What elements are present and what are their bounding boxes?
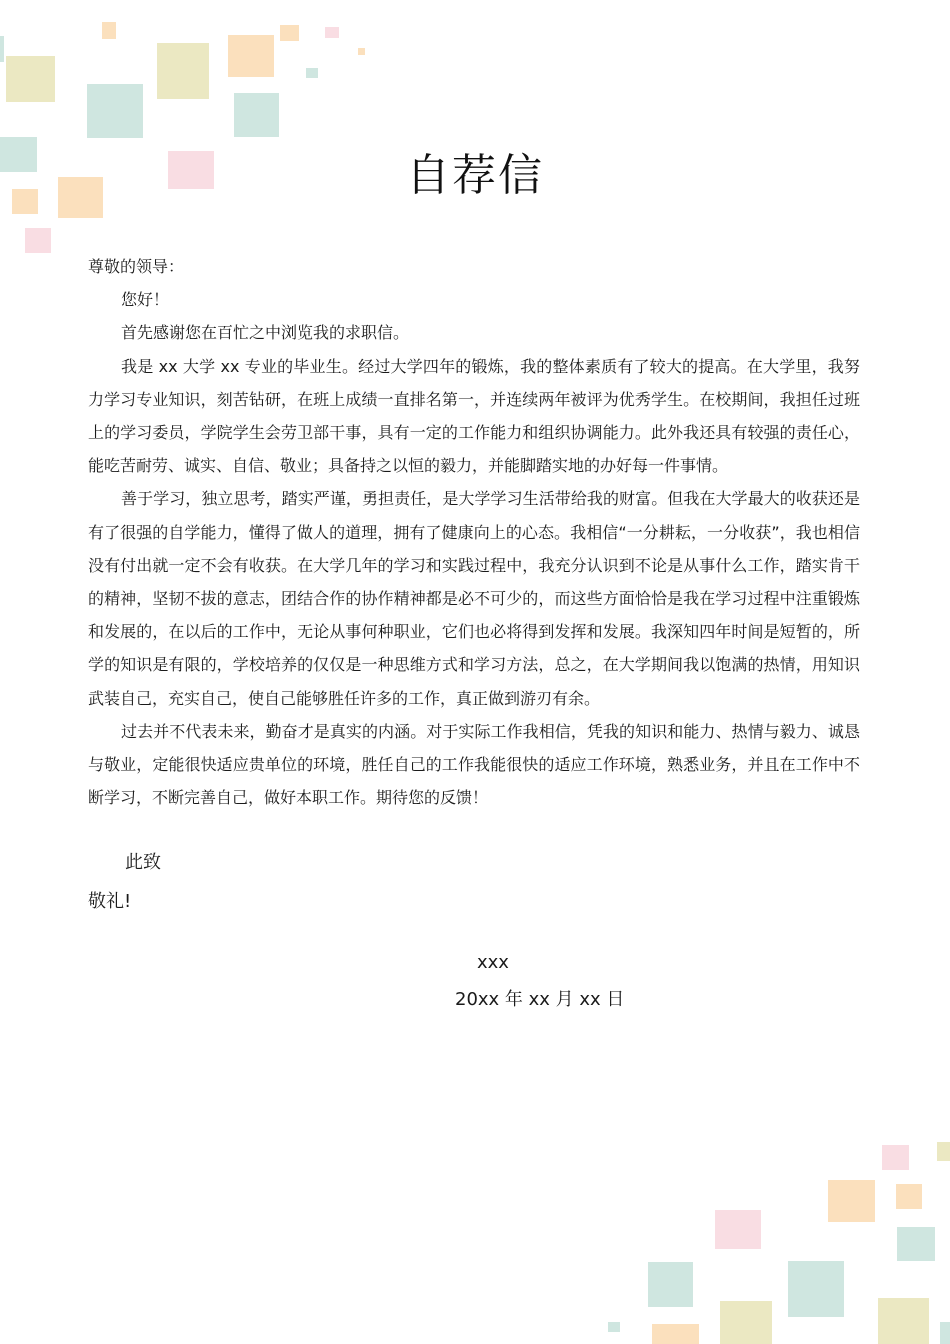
decor-square xyxy=(102,22,116,39)
decor-square xyxy=(608,1322,620,1332)
decor-square xyxy=(715,1210,761,1249)
decor-square xyxy=(940,1322,950,1344)
decor-square xyxy=(878,1298,929,1344)
decor-square xyxy=(882,1145,909,1170)
closing-line-2: 敬礼! xyxy=(88,891,132,912)
signature-date: 20xx 年 xx 月 xx 日 xyxy=(455,989,625,1010)
decor-square xyxy=(0,36,4,62)
decor-square xyxy=(228,35,274,77)
decor-square xyxy=(234,93,279,137)
decor-square xyxy=(358,48,365,55)
decor-square xyxy=(937,1142,950,1161)
decor-square xyxy=(325,27,339,38)
decor-square xyxy=(6,56,55,102)
closing-line-1: 此致 xyxy=(125,852,161,873)
paragraph: 首先感谢您在百忙之中浏览我的求职信。 xyxy=(121,323,410,343)
decor-square xyxy=(828,1180,875,1222)
decor-square xyxy=(720,1301,772,1344)
decor-square xyxy=(25,228,51,253)
paragraph: 过去并不代表未来，勤奋才是真实的内涵。对于实际工作我相信，凭我的知识和能力、热情与毅力、诚恳与敬业，定能很快适应贵单位的环境，胜任自己的工作我能很快的适应工作环境，熟悉业务，并且在工作中不断学习，不断完善自己，做好本职工作。期待您的反馈！ xyxy=(88,721,860,808)
paragraph: 我是 xx 大学 xx 专业的毕业生。经过大学四年的锻炼，我的整体素质有了较大的提高。在大学里，我努力学习专业知识，刻苦钻研，在班上成绩一直排名第一，并连续两年被评为优秀学生。在校期间，我担任过班上的学习委员，学院学生会劳卫部干事，具有一定的工作能力和组织协调能力。此外我还具有较强的责任心，能吃苦耐劳、诚实、自信、敬业；具备持之以恒的毅力，并能脚踏实地的办好每一件事情。 xyxy=(88,356,860,476)
paragraph: 善于学习，独立思考，踏实严谨，勇担责任，是大学学习生活带给我的财富。但我在大学最大的收获还是有了很强的自学能力，懂得了做人的道理，拥有了健康向上的心态。我相信“一分耕耘，一分收获”，我也相信没有付出就一定不会有收获。在大学几年的学习和实践过程中，我充分认识到不论是从事什么工作，踏实肯干的精神，坚韧不拔的意志，团结合作的协作精神都是必不可少的，而这些方面恰恰是我在学习过程中注重锻炼和发展的，在以后的工作中，无论从事何种职业，它们也必将得到发挥和发展。我深知四年时间是短暂的，所学的知识是有限的，学校培养的仅仅是一种思维方式和学习方法，总之，在大学期间我以饱满的热情，用知识武装自己，充实自己，使自己能够胜任许多的工作，真正做到游刃有余。 xyxy=(88,489,860,708)
decor-square xyxy=(306,68,318,78)
decor-square xyxy=(896,1184,922,1209)
decor-square xyxy=(648,1262,693,1307)
decor-square xyxy=(157,43,209,99)
greeting: 您好！ xyxy=(121,290,170,310)
decor-square xyxy=(280,25,299,41)
decor-square xyxy=(652,1324,699,1344)
decor-square xyxy=(788,1261,844,1317)
letter-body xyxy=(88,250,860,814)
decor-square xyxy=(897,1227,935,1261)
page-title: 自荐信 xyxy=(406,150,544,201)
signature-name: xxx xyxy=(477,952,509,973)
decor-square xyxy=(87,84,143,138)
salutation: 尊敬的领导： xyxy=(88,257,185,276)
